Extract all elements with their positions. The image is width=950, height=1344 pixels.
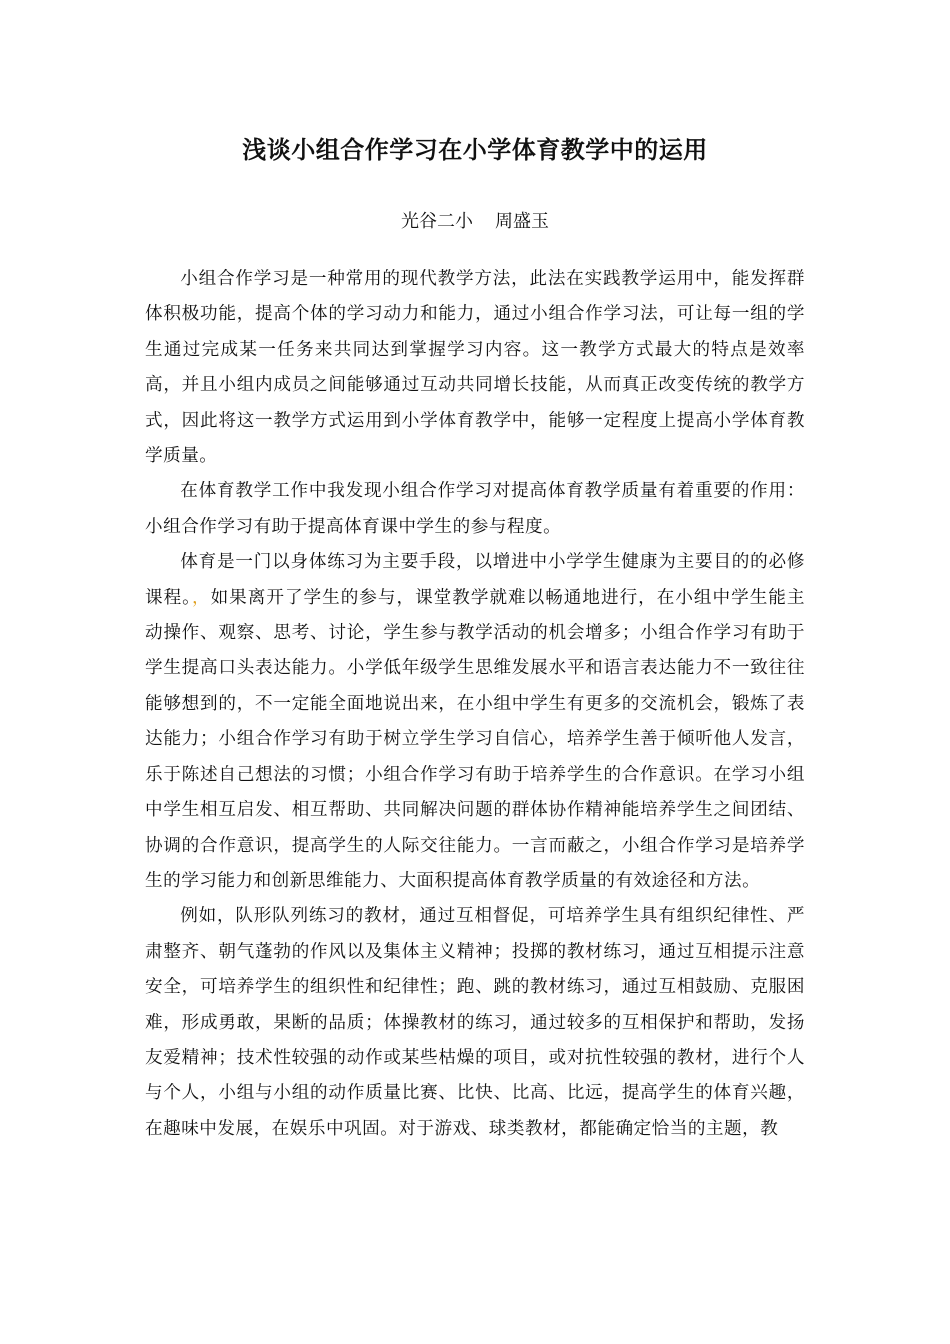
paragraph-3-part-a: 体育是一门以身体练习为主要手段，以增进中小学学生健康为主要目的的必修课程。 xyxy=(145,552,805,608)
paragraph-3 xyxy=(145,545,805,899)
paragraph-3-part-b: 如果离开了学生的参与，课堂教学就难以畅通地进行，在小组中学生能主动操作、观察、思考、讨论，学生参与教学活动的机会增多；小组合作学习有助于学生提高口头表达能力。小学低年级学生思维发展水平和语言表达能力不一致往往能够想到的，不一定能全面地说出来，在小组中学生有更多的交流机会，锻炼了表达能力；小组合作学习有助于树立学生学习自信心，培养学生善于倾听他人发言，乐于陈述自己想法的习惯；小组合作学习有助于培养学生的合作意识。在学习小组中学生相互启发、相互帮助、共同解决问题的群体协作精神能培养学生之间团结、协调的合作意识，提高学生的人际交往能力。一言而蔽之，小组合作学习是培养学生的学习能力和创新思维能力、大面积提高体育教学质量的有效途径和方法。 xyxy=(145,587,805,891)
highlight-mark: ， xyxy=(191,587,211,608)
document-title: 浅谈小组合作学习在小学体育教学中的运用 xyxy=(242,136,708,164)
document-body xyxy=(145,262,805,1147)
author-school: 光谷二小 xyxy=(401,211,473,232)
paragraph-2: 在体育教学工作中我发现小组合作学习对提高体育教学质量有着重要的作用：小组合作学习有助于提高体育课中学生的参与程度。 xyxy=(145,481,805,537)
author-name: 周盛玉 xyxy=(495,211,549,232)
paragraph-1: 小组合作学习是一种常用的现代教学方法，此法在实践教学运用中，能发挥群体积极功能，提高个体的学习动力和能力，通过小组合作学习法，可让每一组的学生通过完成某一任务来共同达到掌握学习内容。这一教学方式最大的特点是效率高，并且小组内成员之间能够通过互动共同增长技能，从而真正改变传统的教学方式，因此将这一教学方式运用到小学体育教学中，能够一定程度上提高小学体育教学质量。 xyxy=(145,269,805,467)
paragraph-4: 例如，队形队列练习的教材，通过互相督促，可培养学生具有组织纪律性、严肃整齐、朝气蓬勃的作风以及集体主义精神；投掷的教材练习，通过互相提示注意安全，可培养学生的组织性和纪律性；跑、跳的教材练习，通过互相鼓励、克服困难，形成勇敢，果断的品质；体操教材的练习，通过较多的互相保护和帮助，发扬友爱精神；技术性较强的动作或某些枯燥的项目，或对抗性较强的教材，进行个人与个人，小组与小组的动作质量比赛、比快、比高、比远，提高学生的体育兴趣，在趣味中发展，在娱乐中巩固。对于游戏、球类教材，都能确定恰当的主题，教 xyxy=(145,906,805,1139)
author-byline xyxy=(0,208,950,236)
